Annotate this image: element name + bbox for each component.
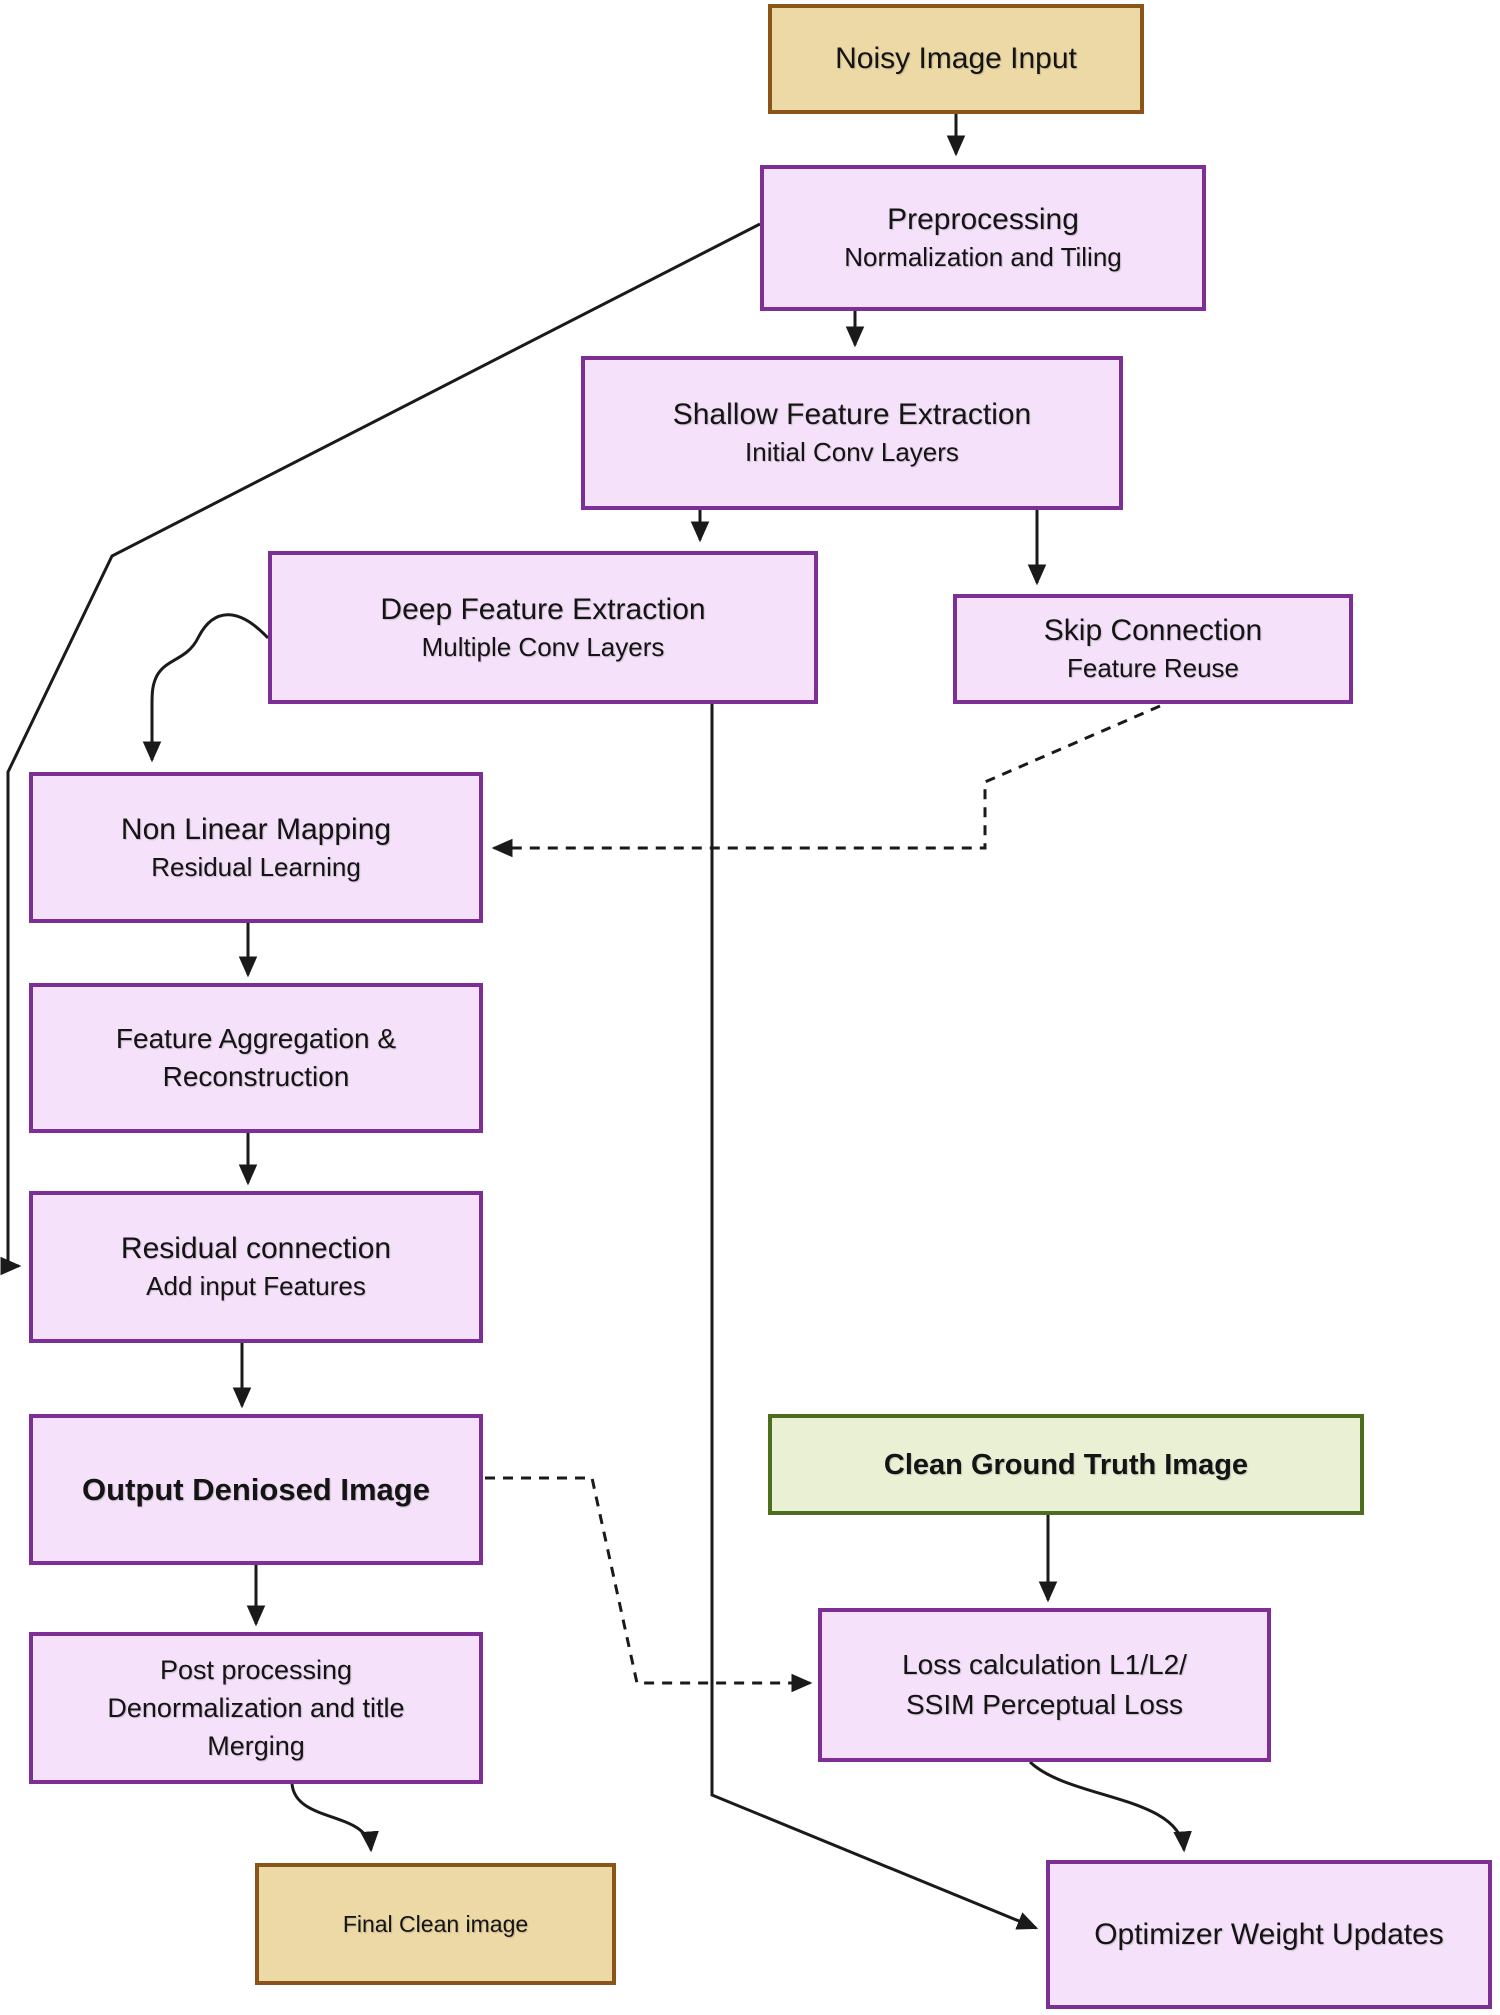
node-subtitle: Residual Learning — [151, 851, 361, 882]
node-line: SSIM Perceptual Loss — [905, 1689, 1184, 1720]
node-label: Noisy Image Input — [835, 42, 1077, 75]
node-final-clean-image — [255, 1863, 616, 1985]
node-deep-feature-extraction — [268, 551, 818, 704]
node-subtitle: Multiple Conv Layers — [421, 631, 665, 662]
node-subtitle: Reconstruction — [162, 1061, 350, 1092]
node-preprocessing — [760, 165, 1206, 311]
node-title: Skip Connection — [1043, 614, 1263, 647]
node-residual-connection — [29, 1191, 483, 1343]
node-label: Optimizer Weight Updates — [1094, 1917, 1444, 1951]
node-shallow-feature-extraction — [581, 356, 1123, 510]
node-subtitle: Initial Conv Layers — [745, 437, 959, 467]
node-label: Final Clean image — [342, 1911, 529, 1937]
node-subtitle: Add input Features — [146, 1271, 366, 1301]
node-loss-calculation — [818, 1608, 1271, 1762]
node-feature-aggregation — [29, 983, 483, 1133]
node-clean-ground-truth — [768, 1414, 1364, 1515]
node-label: Clean Ground Truth Image — [883, 1448, 1249, 1481]
node-line: Post processing — [159, 1655, 353, 1685]
node-subtitle: Feature Reuse — [1067, 653, 1239, 683]
node-title: Deep Feature Extraction — [380, 592, 706, 626]
edge-skip-nlm-dashed — [494, 706, 1160, 848]
node-output-denoised-image — [29, 1414, 483, 1565]
edge-output-loss-dashed — [485, 1478, 810, 1683]
node-title: Residual connection — [120, 1232, 392, 1265]
edge-deep-nlm — [152, 615, 268, 760]
node-subtitle: Normalization and Tiling — [844, 242, 1122, 272]
edge-post-final — [292, 1784, 371, 1850]
node-title: Shallow Feature Extraction — [672, 398, 1032, 431]
node-label: Output Deniosed Image — [82, 1471, 430, 1507]
node-skip-connection — [953, 594, 1353, 704]
node-non-linear-mapping — [29, 772, 483, 923]
node-optimizer-weight-updates — [1046, 1860, 1492, 2009]
node-title: Feature Aggregation & — [115, 1023, 397, 1054]
node-title: Non Linear Mapping — [120, 812, 392, 846]
node-noisy-image-input — [768, 4, 1144, 114]
node-line: Merging — [207, 1731, 305, 1761]
node-line: Loss calculation L1/L2/ — [902, 1649, 1187, 1680]
node-post-processing — [29, 1632, 483, 1784]
edge-loss-optimizer — [1030, 1762, 1184, 1850]
node-line: Denormalization and title — [107, 1693, 405, 1723]
node-title: Preprocessing — [887, 203, 1079, 236]
